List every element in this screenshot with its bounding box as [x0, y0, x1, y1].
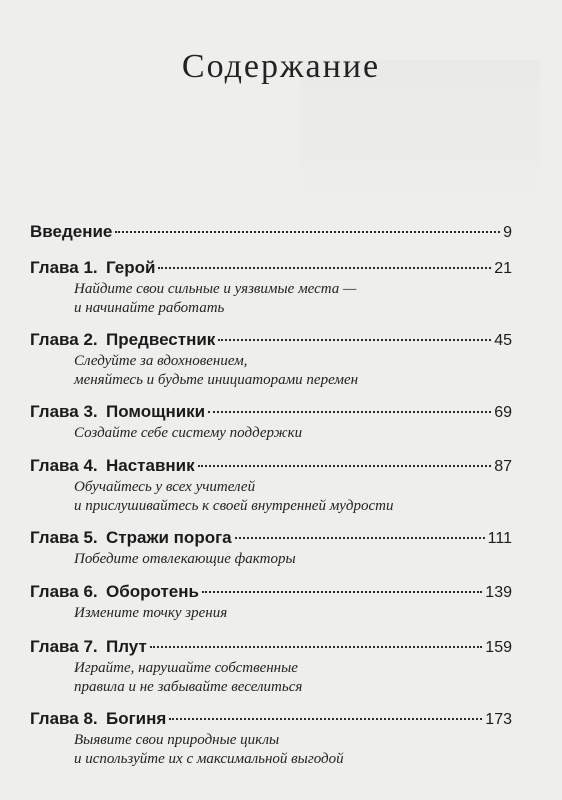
page-number: 69	[494, 404, 512, 421]
page-number: 173	[485, 711, 512, 728]
dot-leader	[115, 230, 500, 233]
dot-leader	[150, 645, 483, 648]
chapter-title: Оборотень	[106, 582, 199, 601]
dot-leader	[235, 536, 485, 539]
subtitle-line: Победите отвлекающие факторы	[74, 551, 296, 567]
dot-leader	[208, 410, 491, 413]
chapter-subtitle	[30, 731, 512, 769]
chapter-subtitle	[30, 659, 512, 697]
page-number: 111	[487, 530, 512, 547]
chapter-number: Глава 2.	[30, 330, 98, 349]
toc-entry-chapter-3[interactable]	[30, 402, 512, 443]
dot-leader	[198, 464, 492, 467]
page-number: 45	[494, 332, 512, 349]
subtitle-line: Обучайтесь у всех учителей	[74, 479, 256, 495]
toc-entry-intro[interactable]	[30, 222, 512, 244]
chapter-number: Глава 5.	[30, 528, 98, 547]
chapter-title: Плут	[106, 637, 147, 656]
chapter-title: Герой	[106, 258, 156, 277]
chapter-title: Наставник	[106, 456, 195, 475]
chapter-number: Глава 7.	[30, 637, 98, 656]
subtitle-line: меняйтесь и будьте инициаторами перемен	[74, 372, 359, 388]
chapter-subtitle	[30, 352, 512, 390]
chapter-number: Глава 4.	[30, 456, 98, 475]
chapter-subtitle	[30, 604, 512, 623]
chapter-subtitle	[30, 280, 512, 318]
chapter-title: Предвестник	[106, 330, 216, 349]
subtitle-line: Найдите свои сильные и уязвимые места —	[74, 281, 357, 297]
chapter-subtitle	[30, 478, 512, 516]
subtitle-line: Создайте себе систему поддержки	[74, 425, 303, 441]
dot-leader	[169, 717, 482, 720]
page-number: 9	[503, 224, 512, 241]
subtitle-line: Играйте, нарушайте собственные	[74, 660, 298, 676]
page-number: 21	[494, 260, 512, 277]
subtitle-line: Измените точку зрения	[74, 605, 228, 621]
chapter-subtitle	[30, 424, 512, 443]
toc-entry-chapter-6[interactable]	[30, 582, 512, 623]
page-title: Содержание	[181, 48, 381, 85]
chapter-title: Стражи порога	[106, 528, 232, 547]
toc-entry-chapter-7[interactable]	[30, 637, 512, 697]
page-number: 159	[485, 639, 512, 656]
toc-entry-chapter-8[interactable]	[30, 709, 512, 769]
chapter-number: Глава 6.	[30, 582, 98, 601]
toc-entry-chapter-2[interactable]	[30, 330, 512, 390]
subtitle-line: и начинайте работать	[74, 300, 225, 316]
chapter-number: Глава 3.	[30, 402, 98, 421]
page-number: 87	[494, 458, 512, 475]
subtitle-line: и используйте их с максимальной выгодой	[74, 751, 344, 767]
subtitle-line: и прислушивайтесь к своей внутренней мудрости	[74, 498, 394, 514]
toc-entry-chapter-5[interactable]	[30, 528, 512, 569]
subtitle-line: Следуйте за вдохновением,	[74, 353, 248, 369]
toc-entry-chapter-4[interactable]	[30, 456, 512, 516]
subtitle-line: Выявите свои природные циклы	[74, 732, 280, 748]
dot-leader	[202, 590, 482, 593]
chapter-number: Глава 8.	[30, 709, 98, 728]
intro-label: Введение	[30, 222, 113, 241]
dot-leader	[158, 266, 491, 269]
subtitle-line: правила и не забывайте веселиться	[74, 679, 303, 695]
chapter-title: Богиня	[106, 709, 167, 728]
toc-entry-chapter-1[interactable]	[30, 258, 512, 318]
page-number: 139	[485, 584, 512, 601]
chapter-title: Помощники	[106, 402, 206, 421]
dot-leader	[218, 338, 491, 341]
chapter-number: Глава 1.	[30, 258, 98, 277]
chapter-subtitle	[30, 550, 512, 569]
